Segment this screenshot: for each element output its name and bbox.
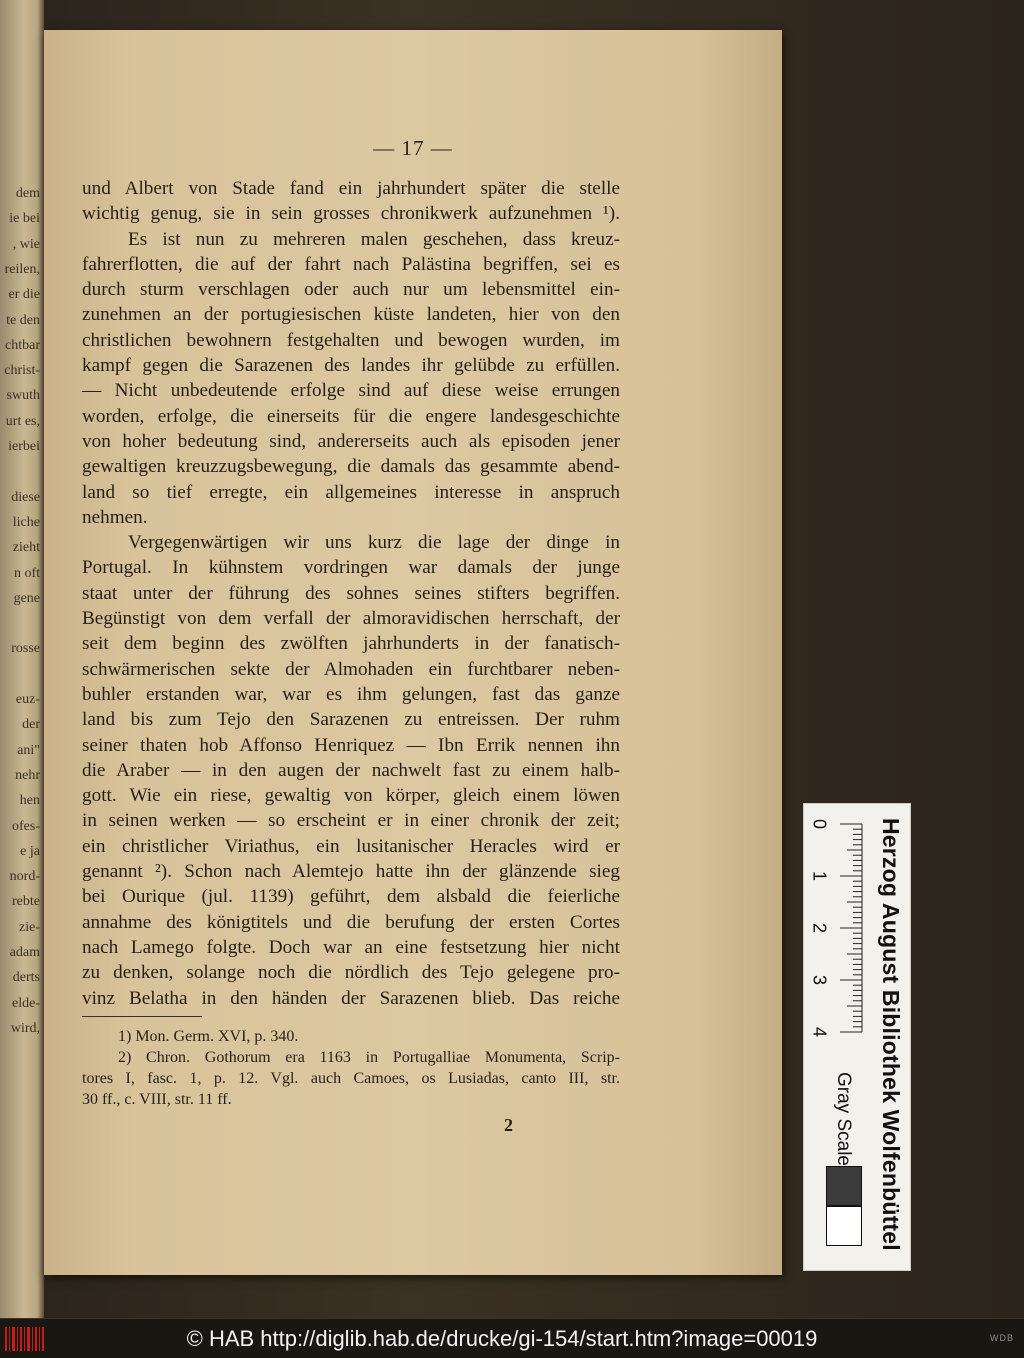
text-line: und Albert von Stade fand ein jahrhundert später die stelle (82, 178, 620, 199)
previous-page-fragment: n oft (13, 565, 40, 581)
previous-page-fragment: ani" (17, 742, 40, 758)
previous-page-fragment: wird, (10, 1020, 40, 1036)
footnotes (82, 1026, 620, 1110)
text-line: nach Lamego folgte. Doch war an eine festsetzung hier nicht (82, 936, 620, 958)
previous-page-fragment: , wie (12, 236, 40, 252)
scale-card (803, 803, 911, 1271)
text-line: annahme des königtitels und die berufung der ersten Cortes (82, 911, 620, 933)
ruler-number: 2 (809, 922, 830, 934)
previous-page-fragment: diese (11, 489, 40, 505)
dark-gray-swatch (826, 1166, 862, 1206)
previous-page-fragment: christ- (4, 363, 40, 379)
ruler-number: 0 (809, 818, 830, 830)
white-swatch (826, 1206, 862, 1246)
page-number: — 17 — (373, 136, 453, 160)
footnote-line: 1) Mon. Germ. XVI, p. 340. (118, 1028, 299, 1045)
footnote-line: 2) Chron. Gothorum era 1163 in Portugalliae Monumenta, Scrip- (118, 1049, 620, 1066)
library-name: Herzog August Bibliothek Wolfenbüttel (878, 818, 904, 1251)
text-line: von hoher bedeutung sind, andererseits auch als episoden jener (82, 430, 620, 452)
previous-page-edge (0, 0, 44, 1318)
previous-page-fragment: gene (13, 590, 40, 606)
text-line: gott. Wie ein riese, gewaltig von körper, gleich einem löwen (82, 785, 620, 807)
previous-page-fragment: er die (8, 287, 40, 303)
previous-page-fragment: zie- (19, 919, 40, 935)
previous-page-fragment: elde- (12, 995, 40, 1011)
ruler-number: 4 (809, 1026, 830, 1038)
text-line: in seinen werken — so erscheint er in einer chronik der zeit; (82, 810, 620, 832)
text-line: schwärmerischen sekte der Almohaden ein furchtbarer neben- (82, 658, 620, 680)
previous-page-fragment: rebte (12, 894, 40, 910)
ruler-number: 1 (809, 870, 830, 882)
previous-page-fragment: reilen, (4, 261, 40, 277)
text-line: fahrerflotten, die auf der fahrt nach Palästina begriffen, sei es (82, 253, 620, 275)
text-line: Portugal. In kühnstem vordringen war damals der junge (82, 557, 620, 579)
previous-page-fragment: swuth (6, 388, 40, 404)
text-line: ein christlicher Viriathus, ein lusitanischer Heracles wird er (82, 835, 620, 857)
text-line: land so tief erregte, ein allgemeines interesse in anspruch (82, 481, 620, 503)
text-line: Es ist nun zu mehreren malen geschehen, dass kreuz- (128, 228, 620, 250)
previous-page-fragment: ofes- (12, 818, 40, 834)
previous-page-fragment: e ja (20, 843, 40, 859)
text-line: christlichen bewohnern festgehalten und bewogen wurden, im (82, 329, 620, 351)
previous-page-fragment: te den (6, 312, 40, 328)
text-line: — Nicht unbedeutende erfolge sind auf diese weise errungen (82, 380, 620, 402)
previous-page-fragment: rosse (11, 641, 40, 657)
footnote-line: 30 ff., c. VIII, str. 11 ff. (82, 1091, 232, 1108)
text-line: Begünstigt von dem verfall der almoravidischen herrschaft, der (82, 608, 620, 630)
previous-page-fragment: liche (12, 514, 40, 530)
text-line: land bis zum Tejo den Sarazenen zu entreissen. Der ruhm (82, 709, 620, 731)
text-line: genannt ²). Schon nach Alemtejo hatte ihn der glänzende sieg (82, 861, 620, 883)
ruler (804, 804, 868, 1064)
text-line: bei Ourique (jul. 1139) geführt, dem alsbald die feierliche (82, 886, 620, 908)
text-line: die Araber — in den augen der nachwelt fast zu einem halb- (82, 759, 620, 781)
text-line: Vergegenwärtigen wir uns kurz die lage der dinge in (128, 532, 620, 554)
previous-page-fragment: ierbei (8, 439, 40, 454)
text-line: staat unter der führung des sohnes seines stifters begriffen. (82, 582, 620, 604)
previous-page-fragment: adam (9, 945, 40, 960)
text-line: seit dem beginn des zwölften jahrhunderts in der fanatisch- (82, 633, 620, 655)
previous-page-fragment: nord- (9, 869, 40, 885)
footnote-line: tores I, fasc. 1, p. 12. Vgl. auch Camoes, os Lusiadas, canto III, str. (82, 1070, 620, 1087)
signature-mark: 2 (504, 1115, 513, 1135)
text-line: seiner thaten hob Affonso Henriquez — Ibn Errik nennen ihn (82, 734, 620, 756)
body-text (82, 176, 620, 1011)
previous-page-fragment: chtbar (5, 337, 40, 353)
footer-bar (0, 1318, 1024, 1358)
previous-page-fragment: urt es, (5, 413, 40, 429)
text-line: durch sturm verschlagen oder auch nur um lebensmittel ein- (82, 279, 620, 301)
barcode-icon (4, 1325, 46, 1353)
copyright-url: © HAB http://diglib.hab.de/drucke/gi-154/start.htm?image=00019 (186, 1326, 818, 1351)
footnote-rule (82, 1016, 202, 1017)
text-line: zunehmen an der portugiesischen küste landeten, hier von den (82, 304, 620, 326)
text-line: worden, erfolge, die einerseits für die engere landesgeschichte (82, 405, 620, 427)
text-line: wichtig genug, sie in sein grosses chronikwerk aufzunehmen ¹). (82, 203, 620, 225)
previous-page-fragment: ie bei (9, 211, 40, 227)
book-page (44, 30, 782, 1275)
previous-page-fragment: dem (15, 186, 40, 201)
text-line: buhler erstanden war, war es ihm gelungen, fast das ganze (82, 683, 620, 705)
text-line: zu denken, solange noch die nördlich des Tejo gelegene pro- (82, 962, 620, 984)
text-line: kampf gegen die Sarazenen des landes ihr gelübde zu erfüllen. (82, 355, 620, 377)
previous-page-fragment: der (22, 717, 40, 733)
previous-page-fragment: nehr (15, 767, 40, 783)
previous-page-fragment: zieht (12, 540, 40, 556)
ruler-number: 3 (809, 974, 830, 986)
footer-badge: WDB (990, 1333, 1014, 1343)
previous-page-fragment: euz- (15, 692, 40, 707)
previous-page-fragment: hen (19, 793, 40, 809)
text-line: gewaltigen kreuzzugsbewegung, die damals das gesammte abend- (82, 456, 620, 478)
previous-page-fragment: derts (12, 970, 40, 986)
text-line: nehmen. (82, 506, 148, 528)
text-line: vinz Belatha in den händen der Sarazenen blieb. Das reiche (82, 987, 620, 1009)
gray-scale-label: Gray Scale (833, 1072, 854, 1166)
